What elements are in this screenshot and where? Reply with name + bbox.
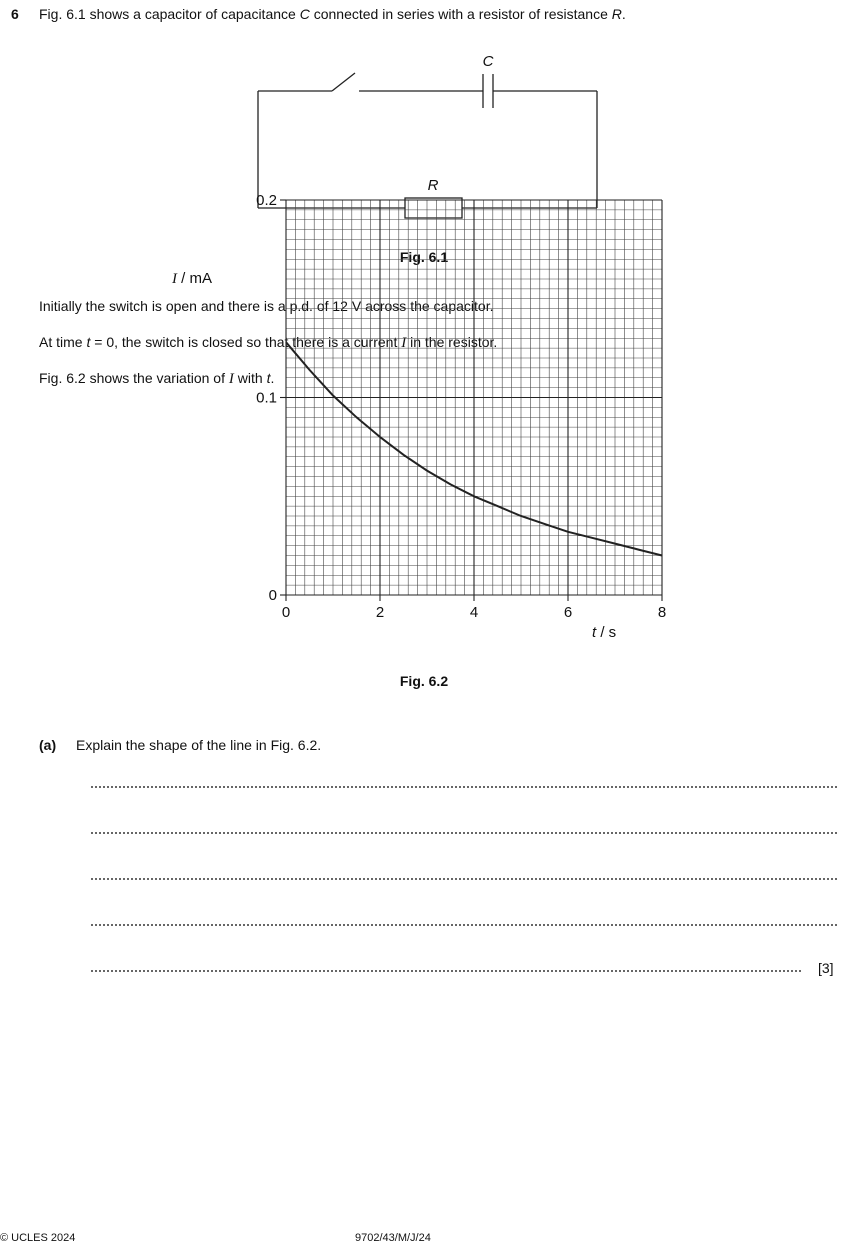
- x-tick-label: 2: [375, 604, 385, 621]
- part-a-question: Explain the shape of the line in Fig. 6.2.: [76, 737, 322, 753]
- intro-text-1: Fig. 6.1 shows a capacitor of capacitance: [39, 6, 300, 22]
- x-axis-symbol: t: [592, 624, 597, 641]
- question-number: 6: [11, 6, 19, 22]
- intro-symbol-r: R: [611, 6, 622, 22]
- answer-line-1[interactable]: [90, 786, 838, 788]
- footer-copyright: © UCLES 2024: [0, 1232, 76, 1244]
- resistor-label: R: [427, 177, 439, 194]
- x-axis-unit: / s: [596, 624, 617, 641]
- x-tick-label: 4: [469, 604, 479, 621]
- p3-text-3: .: [270, 370, 275, 386]
- p3-symbol-i: I: [228, 371, 234, 387]
- p3-text-1: Fig. 6.2 shows the variation of: [39, 370, 229, 386]
- intro-symbol-c: C: [299, 6, 310, 22]
- answer-line-4[interactable]: [90, 924, 838, 926]
- x-tick-label: 6: [563, 604, 573, 621]
- x-axis-label: [592, 624, 616, 641]
- p2-text-3: in the resistor.: [406, 334, 498, 350]
- p2-text-2: = 0, the switch is closed so that there is a current: [90, 334, 402, 350]
- y-tick-label: 0: [268, 587, 277, 604]
- part-a-marks: [3]: [818, 960, 834, 976]
- p2-symbol-t: t: [86, 334, 91, 350]
- paragraph-initial-condition: Initially the switch is open and there is a p.d. of 12 V across the capacitor.: [39, 298, 494, 314]
- graph-tick-labels: [256, 192, 666, 621]
- answer-line-5[interactable]: [90, 970, 802, 972]
- figure-6-1-caption: Fig. 6.1: [399, 249, 449, 265]
- switch-arm: [332, 73, 355, 91]
- y-axis-unit: / mA: [177, 270, 213, 287]
- y-tick-label: 0.2: [256, 192, 277, 209]
- y-axis-label: [171, 270, 212, 287]
- part-a-label: (a): [39, 737, 57, 753]
- capacitor-label: C: [482, 53, 494, 70]
- p2-text-1: At time: [39, 334, 87, 350]
- intro-text-2: connected in series with a resistor of resistance: [309, 6, 612, 22]
- x-tick-label: 0: [281, 604, 291, 621]
- y-tick-label: 0.1: [256, 389, 277, 407]
- current-time-graph: [0, 180, 852, 689]
- footer-paper-code: 9702/43/M/J/24: [355, 1232, 431, 1244]
- p3-text-2: with: [233, 370, 267, 386]
- y-axis-symbol: I: [172, 271, 177, 287]
- p3-symbol-t: t: [266, 370, 271, 386]
- answer-line-3[interactable]: [90, 878, 838, 880]
- p2-symbol-i: I: [401, 335, 407, 351]
- x-tick-label: 8: [657, 604, 667, 621]
- answer-line-2[interactable]: [90, 832, 838, 834]
- intro-text-3: .: [621, 6, 626, 22]
- figure-6-2-caption: Fig. 6.2: [399, 673, 449, 689]
